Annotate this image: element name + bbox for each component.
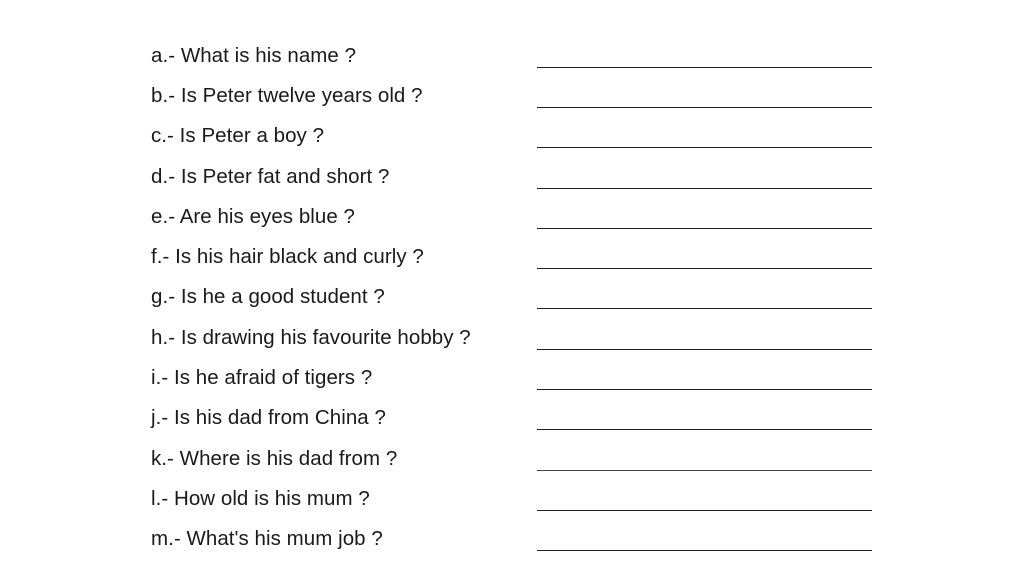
question-row-f <box>0 241 1024 281</box>
question-row-g <box>0 281 1024 321</box>
question-row-c <box>0 120 1024 160</box>
question-text: d.- Is Peter fat and short ? <box>151 165 390 188</box>
question-row-a <box>0 40 1024 80</box>
answer-line <box>537 147 872 148</box>
question-text: g.- Is he a good student ? <box>151 285 385 308</box>
question-row-b <box>0 80 1024 120</box>
question-row-i <box>0 362 1024 402</box>
question-text: f.- Is his hair black and curly ? <box>151 245 424 268</box>
question-text: b.- Is Peter twelve years old ? <box>151 84 423 107</box>
answer-line <box>537 510 872 511</box>
answer-line <box>537 188 872 189</box>
answer-line <box>537 550 872 551</box>
question-text: k.- Where is his dad from ? <box>151 447 398 470</box>
question-text: l.- How old is his mum ? <box>151 487 370 510</box>
question-row-m <box>0 523 1024 563</box>
question-text: a.- What is his name ? <box>151 44 357 67</box>
answer-line <box>537 67 872 68</box>
question-row-d <box>0 161 1024 201</box>
answer-line <box>537 107 872 108</box>
answer-line <box>537 389 872 390</box>
question-row-j <box>0 402 1024 442</box>
question-row-e <box>0 201 1024 241</box>
answer-line <box>537 308 872 309</box>
answer-line <box>537 228 872 229</box>
answer-line <box>537 429 872 430</box>
question-text: j.- Is his dad from China ? <box>151 406 386 429</box>
question-text: h.- Is drawing his favourite hobby ? <box>151 326 471 349</box>
answer-line <box>537 349 872 350</box>
answer-line <box>537 268 872 269</box>
question-text: e.- Are his eyes blue ? <box>151 205 355 228</box>
question-text: i.- Is he afraid of tigers ? <box>151 366 373 389</box>
answer-line <box>537 470 872 471</box>
question-row-h <box>0 322 1024 362</box>
question-row-k <box>0 443 1024 483</box>
question-row-l <box>0 483 1024 523</box>
question-text: m.- What's his mum job ? <box>151 527 383 550</box>
question-text: c.- Is Peter a boy ? <box>151 124 325 147</box>
